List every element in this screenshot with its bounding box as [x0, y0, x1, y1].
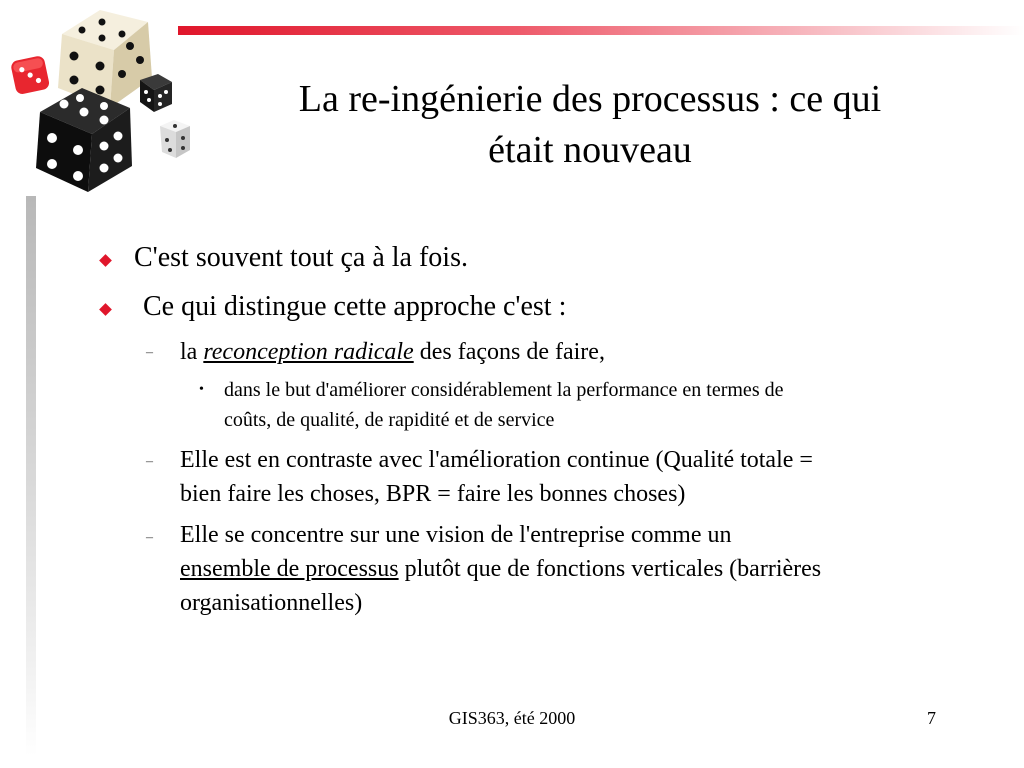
diamond-bullet-icon	[99, 254, 112, 267]
sub-bullet-2-line-2: bien faire les choses, BPR = faire les bonnes choses)	[180, 481, 686, 507]
footer-course: GIS363, été 2000	[448, 708, 576, 728]
footer-page-number: 7	[927, 708, 936, 728]
title-line-1: La re-ingénierie des processus : ce qui	[298, 78, 882, 120]
dash-marker: –	[146, 530, 153, 545]
title-line-2: était nouveau	[488, 129, 692, 171]
sub-bullet-2	[180, 443, 950, 511]
sub-bullet-3	[180, 518, 950, 620]
bullet-1: C'est souvent tout ça à la fois.	[134, 242, 468, 273]
sub-bullet-1	[180, 335, 950, 369]
sub-bullet-1-emphasis: reconception radicale	[203, 339, 414, 365]
sub-bullet-3-emphasis: ensemble de processus	[180, 556, 399, 582]
dash-marker: –	[146, 345, 153, 360]
sub-bullet-2-line-1: Elle est en contraste avec l'amélioration continue (Qualité totale =	[180, 447, 813, 473]
dot-marker: •	[199, 382, 204, 397]
bullet-2: Ce qui distingue cette approche c'est :	[143, 291, 567, 322]
dash-marker: –	[146, 454, 153, 469]
sub-bullet-3-line-3: organisationnelles)	[180, 590, 363, 616]
sub-sub-bullet-1-line-2: coûts, de qualité, de rapidité et de service	[224, 409, 555, 431]
sub-sub-bullet-1-line-1: dans le but d'améliorer considérablement la performance en termes de	[224, 379, 784, 401]
sub-bullet-1-prefix: la	[180, 339, 204, 365]
sub-bullet-3-line-1: Elle se concentre sur une vision de l'entreprise comme un	[180, 522, 732, 548]
sub-bullet-1-suffix: des façons de faire,	[413, 339, 605, 365]
diamond-bullet-icon	[99, 303, 112, 316]
sub-sub-bullet-1	[224, 375, 954, 435]
sub-bullet-3-line-2-rest: plutôt que de fonctions verticales (barrières	[398, 556, 822, 582]
